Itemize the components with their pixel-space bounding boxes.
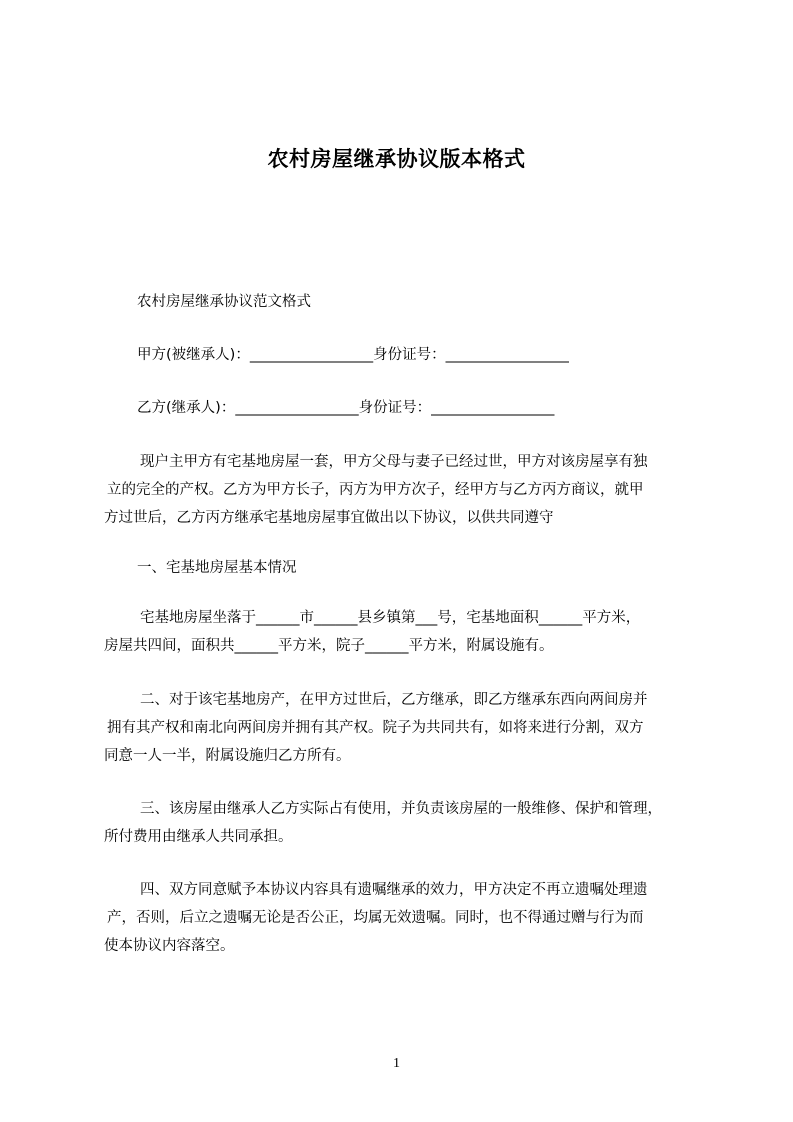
intro-line: 现户主甲方有宅基地房屋一套，甲方父母与妻子已经过世，甲方对该房屋享有独: [140, 454, 648, 470]
section1-line: 宅基地房屋坐落于______市______县乡镇第___号，宅基地面积______平方米，: [140, 610, 641, 626]
section4-line: 四、双方同意赋予本协议内容具有遗嘱继承的效力，甲方决定不再立遗嘱处理遗: [140, 882, 648, 898]
document-title: 农村房屋继承协议版本格式: [267, 147, 526, 171]
section4-line: 产，否则，后立之遗嘱无论是否公正，均属无效遗嘱。同时，也不得通过赠与行为而: [107, 910, 644, 926]
section2-line: 二、对于该宅基地房产，在甲方过世后，乙方继承，即乙方继承东西向两间房并: [140, 692, 648, 708]
section2-paragraph: [104, 686, 704, 770]
party-a-line: 甲方(被继承人)：_________________身份证号：_________________: [137, 347, 569, 363]
document-subtitle: 农村房屋继承协议范文格式: [137, 294, 311, 310]
intro-paragraph: [104, 448, 704, 532]
section4-paragraph: [104, 876, 704, 960]
section2-line: 拥有其产权和南北向两间房并拥有其产权。院子为共同共有，如将来进行分割，双方: [107, 720, 644, 736]
section1-heading: 一、宅基地房屋基本情况: [137, 560, 297, 576]
party-b-line: 乙方(继承人)：_________________身份证号：_________________: [137, 400, 555, 416]
section1-line: 房屋共四间，面积共______平方米，院子______平方米，附属设施有。: [104, 638, 554, 654]
intro-line: 立的完全的产权。乙方为甲方长子，丙方为甲方次子，经甲方与乙方丙方商议，就甲: [107, 482, 644, 498]
section3-paragraph: [104, 795, 704, 851]
section3-line: 三、该房屋由继承人乙方实际占有使用，并负责该房屋的一般维修、保护和管理，: [140, 801, 662, 817]
section4-line: 使本协议内容落空。: [104, 938, 235, 954]
section2-line: 同意一人一半，附属设施归乙方所有。: [104, 748, 351, 764]
section3-line: 所付费用由继承人共同承担。: [104, 829, 293, 845]
page-number: 1: [393, 1056, 400, 1071]
intro-line: 方过世后，乙方丙方继承宅基地房屋事宜做出以下协议，以供共同遵守: [104, 510, 554, 526]
section1-paragraph: [104, 604, 704, 660]
